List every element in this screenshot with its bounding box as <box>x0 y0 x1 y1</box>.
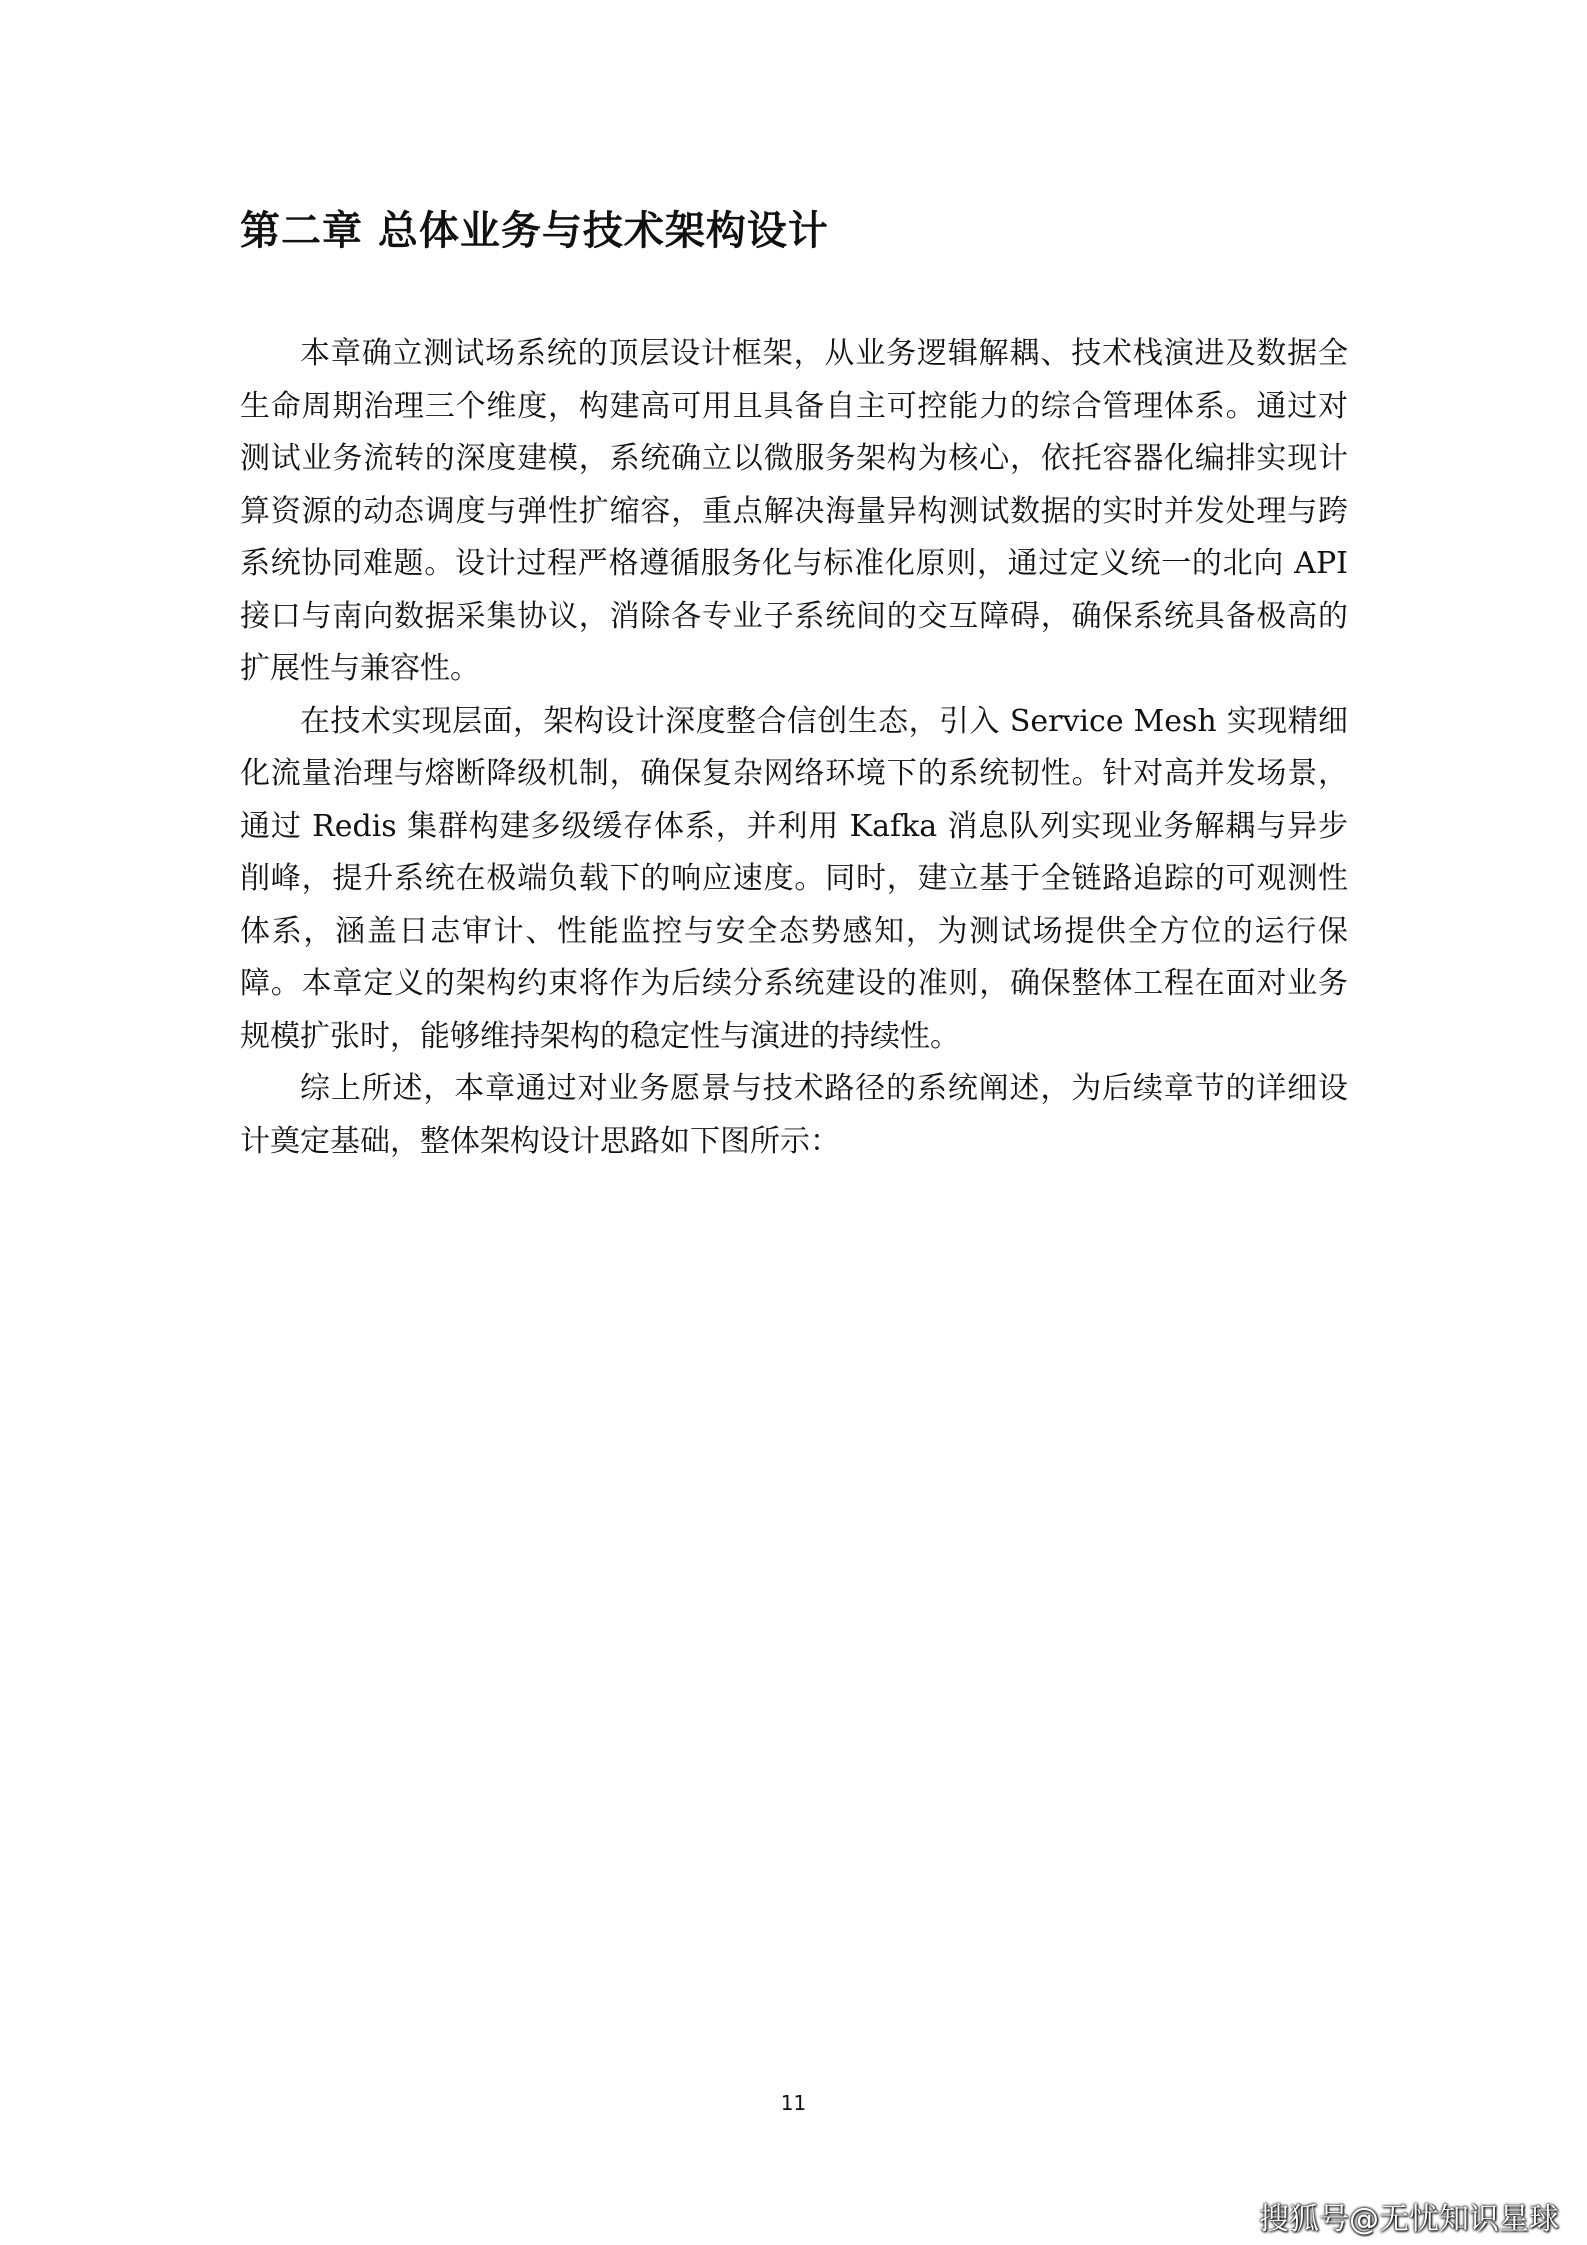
paragraph-intro: 本章确立测试场系统的顶层设计框架，从业务逻辑解耦、技术栈演进及数据全生命周期治理三个维度，构建高可用且具备自主可控能力的综合管理体系。通过对测试业务流转的深度建模，系统确立以微服务架构为核心，依托容器化编排实现计算资源的动态调度与弹性扩缩容，重点解决海量异构测试数据的实时并发处理与跨系统协同难题。设计过程严格遵循服务化与标准化原则，通过定义统一的北向 API 接口与南向数据采集协议，消除各专业子系统间的交互障碍，确保系统具备极高的扩展性与兼容性。 <box>240 336 1348 686</box>
body-text <box>240 328 1348 1168</box>
watermark: 搜狐号@无忧知识星球 <box>1259 2202 1559 2237</box>
paragraph-summary: 综上所述，本章通过对业务愿景与技术路径的系统阐述，为后续章节的详细设计奠定基础，整体架构设计思路如下图所示： <box>240 1071 1348 1159</box>
chapter-title: 第二章 总体业务与技术架构设计 <box>240 208 829 254</box>
page-number: 11 <box>780 2091 807 2115</box>
paragraph-technical: 在技术实现层面，架构设计深度整合信创生态，引入 Service Mesh 实现精细化流量治理与熔断降级机制，确保复杂网络环境下的系统韧性。针对高并发场景，通过 Redis 集群构建多级缓存体系，并利用 Kafka 消息队列实现业务解耦与异步削峰，提升系统在极端负载下的响应速度。同时，建立基于全链路追踪的可观测性体系，涵盖日志审计、性能监控与安全态势感知，为测试场提供全方位的运行保障。本章定义的架构约束将作为后续分系统建设的准则，确保整体工程在面对业务规模扩张时，能够维持架构的稳定性与演进的持续性。 <box>240 703 1348 1054</box>
